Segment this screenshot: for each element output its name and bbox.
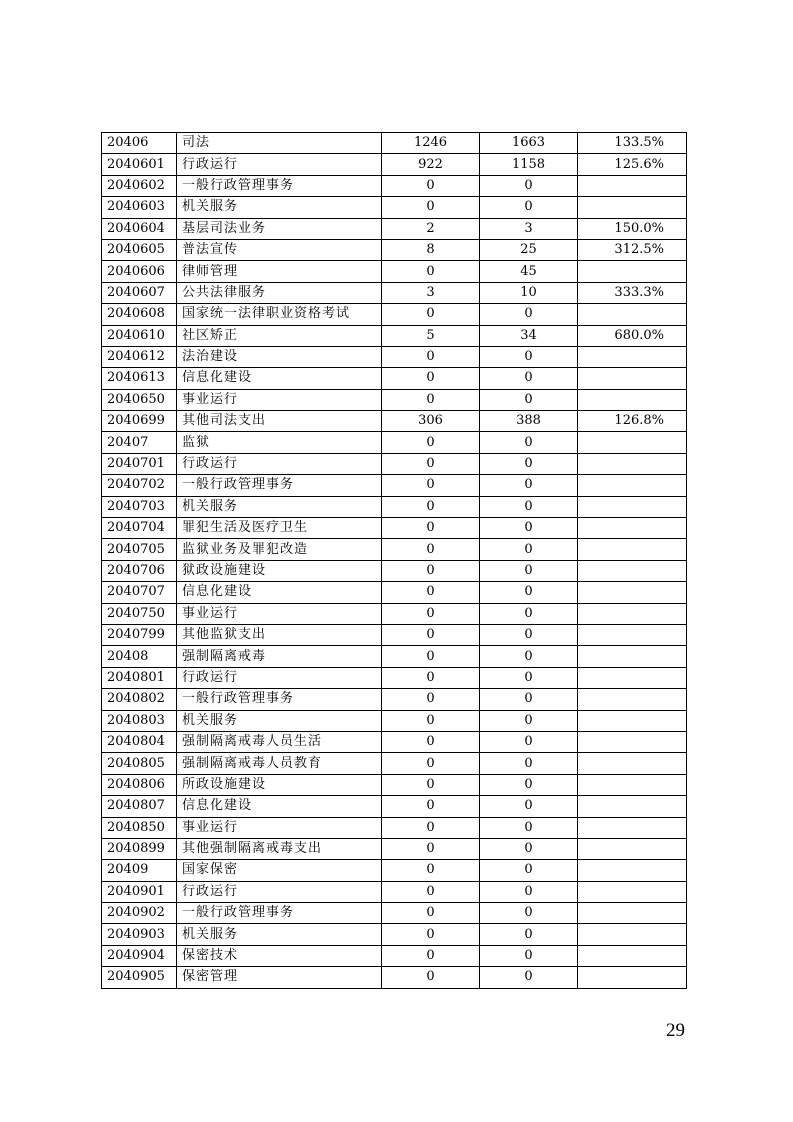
row-value-a: 0 xyxy=(382,945,480,966)
row-value-b: 0 xyxy=(480,518,578,539)
row-code: 2040606 xyxy=(102,261,177,282)
row-code: 2040903 xyxy=(102,924,177,945)
row-name: 监狱业务及罪犯改造 xyxy=(177,539,382,560)
row-value-b: 45 xyxy=(480,261,578,282)
row-code: 2040613 xyxy=(102,368,177,389)
table-row xyxy=(102,860,687,881)
row-code: 20407 xyxy=(102,432,177,453)
row-name: 社区矫正 xyxy=(177,325,382,346)
row-code: 2040701 xyxy=(102,453,177,474)
row-percent xyxy=(578,753,687,774)
row-value-b: 0 xyxy=(480,389,578,410)
row-percent xyxy=(578,346,687,367)
row-value-b: 0 xyxy=(480,774,578,795)
row-value-b: 0 xyxy=(480,710,578,731)
row-name: 信息化建设 xyxy=(177,796,382,817)
row-code: 2040850 xyxy=(102,817,177,838)
row-value-b: 0 xyxy=(480,796,578,817)
row-value-b: 0 xyxy=(480,582,578,603)
row-percent xyxy=(578,432,687,453)
row-value-a: 0 xyxy=(382,796,480,817)
table-row xyxy=(102,389,687,410)
row-value-a: 0 xyxy=(382,881,480,902)
row-percent xyxy=(578,967,687,988)
table-row xyxy=(102,560,687,581)
row-value-b: 0 xyxy=(480,304,578,325)
table-row xyxy=(102,432,687,453)
row-name: 一般行政管理事务 xyxy=(177,175,382,196)
row-name: 国家保密 xyxy=(177,860,382,881)
row-value-a: 0 xyxy=(382,261,480,282)
row-code: 2040702 xyxy=(102,475,177,496)
row-value-b: 0 xyxy=(480,881,578,902)
row-code: 2040799 xyxy=(102,624,177,645)
table-row xyxy=(102,731,687,752)
budget-table xyxy=(101,132,687,989)
table-row xyxy=(102,239,687,260)
row-percent: 150.0% xyxy=(578,218,687,239)
row-code: 2040610 xyxy=(102,325,177,346)
row-name: 强制隔离戒毒 xyxy=(177,646,382,667)
row-name: 所政设施建设 xyxy=(177,774,382,795)
row-code: 2040650 xyxy=(102,389,177,410)
row-percent xyxy=(578,860,687,881)
table-row xyxy=(102,368,687,389)
row-code: 2040802 xyxy=(102,689,177,710)
row-percent xyxy=(578,624,687,645)
row-name: 一般行政管理事务 xyxy=(177,903,382,924)
row-name: 一般行政管理事务 xyxy=(177,475,382,496)
row-name: 罪犯生活及医疗卫生 xyxy=(177,518,382,539)
row-value-b: 0 xyxy=(480,475,578,496)
table-row xyxy=(102,304,687,325)
row-name: 一般行政管理事务 xyxy=(177,689,382,710)
row-value-a: 3 xyxy=(382,282,480,303)
table-row xyxy=(102,881,687,902)
row-code: 2040750 xyxy=(102,603,177,624)
table-row xyxy=(102,175,687,196)
table-row xyxy=(102,817,687,838)
table-row xyxy=(102,475,687,496)
row-percent xyxy=(578,774,687,795)
row-percent xyxy=(578,924,687,945)
row-value-a: 0 xyxy=(382,689,480,710)
row-name: 机关服务 xyxy=(177,924,382,945)
row-name: 机关服务 xyxy=(177,496,382,517)
row-percent: 680.0% xyxy=(578,325,687,346)
table-row xyxy=(102,261,687,282)
row-percent xyxy=(578,368,687,389)
table-row xyxy=(102,539,687,560)
row-value-b: 0 xyxy=(480,624,578,645)
row-percent: 133.5% xyxy=(578,133,687,154)
row-value-a: 0 xyxy=(382,646,480,667)
row-value-b: 0 xyxy=(480,753,578,774)
table-row xyxy=(102,582,687,603)
row-percent xyxy=(578,646,687,667)
row-value-a: 0 xyxy=(382,475,480,496)
row-name: 事业运行 xyxy=(177,603,382,624)
row-name: 机关服务 xyxy=(177,197,382,218)
row-value-b: 388 xyxy=(480,411,578,432)
row-code: 2040703 xyxy=(102,496,177,517)
row-code: 2040902 xyxy=(102,903,177,924)
table-row xyxy=(102,325,687,346)
row-value-a: 0 xyxy=(382,838,480,859)
row-percent xyxy=(578,838,687,859)
table-row xyxy=(102,496,687,517)
row-value-a: 0 xyxy=(382,560,480,581)
row-value-b: 0 xyxy=(480,432,578,453)
row-value-b: 1158 xyxy=(480,154,578,175)
row-name: 事业运行 xyxy=(177,817,382,838)
row-value-b: 3 xyxy=(480,218,578,239)
table-row xyxy=(102,218,687,239)
row-percent xyxy=(578,903,687,924)
row-code: 2040612 xyxy=(102,346,177,367)
row-percent xyxy=(578,667,687,688)
row-name: 行政运行 xyxy=(177,881,382,902)
row-percent xyxy=(578,518,687,539)
row-name: 信息化建设 xyxy=(177,582,382,603)
row-value-a: 0 xyxy=(382,175,480,196)
row-value-b: 0 xyxy=(480,838,578,859)
row-value-a: 0 xyxy=(382,539,480,560)
row-code: 2040607 xyxy=(102,282,177,303)
table-row xyxy=(102,796,687,817)
row-value-a: 0 xyxy=(382,346,480,367)
row-name: 其他强制隔离戒毒支出 xyxy=(177,838,382,859)
row-value-a: 1246 xyxy=(382,133,480,154)
row-percent xyxy=(578,796,687,817)
row-value-b: 0 xyxy=(480,731,578,752)
row-name: 其他监狱支出 xyxy=(177,624,382,645)
row-value-a: 922 xyxy=(382,154,480,175)
row-percent xyxy=(578,475,687,496)
row-name: 强制隔离戒毒人员教育 xyxy=(177,753,382,774)
row-code: 2040604 xyxy=(102,218,177,239)
table-row xyxy=(102,603,687,624)
table-row xyxy=(102,689,687,710)
row-percent: 333.3% xyxy=(578,282,687,303)
row-percent xyxy=(578,496,687,517)
row-name: 司法 xyxy=(177,133,382,154)
row-value-b: 1663 xyxy=(480,133,578,154)
row-percent xyxy=(578,261,687,282)
row-name: 基层司法业务 xyxy=(177,218,382,239)
row-code: 2040807 xyxy=(102,796,177,817)
row-code: 2040603 xyxy=(102,197,177,218)
row-percent xyxy=(578,731,687,752)
row-code: 2040801 xyxy=(102,667,177,688)
table-row xyxy=(102,197,687,218)
row-value-b: 0 xyxy=(480,817,578,838)
row-code: 2040804 xyxy=(102,731,177,752)
row-value-a: 0 xyxy=(382,453,480,474)
row-name: 狱政设施建设 xyxy=(177,560,382,581)
row-percent: 125.6% xyxy=(578,154,687,175)
row-value-b: 0 xyxy=(480,903,578,924)
table-row xyxy=(102,838,687,859)
row-percent xyxy=(578,453,687,474)
row-code: 2040806 xyxy=(102,774,177,795)
row-value-b: 0 xyxy=(480,197,578,218)
row-value-a: 0 xyxy=(382,389,480,410)
row-value-a: 5 xyxy=(382,325,480,346)
row-percent xyxy=(578,560,687,581)
table-row xyxy=(102,453,687,474)
row-name: 公共法律服务 xyxy=(177,282,382,303)
row-value-a: 0 xyxy=(382,817,480,838)
row-code: 2040901 xyxy=(102,881,177,902)
row-value-b: 0 xyxy=(480,560,578,581)
row-code: 2040699 xyxy=(102,411,177,432)
table-row xyxy=(102,967,687,988)
row-code: 2040605 xyxy=(102,239,177,260)
row-code: 2040706 xyxy=(102,560,177,581)
row-percent xyxy=(578,304,687,325)
row-value-b: 0 xyxy=(480,346,578,367)
table-row xyxy=(102,753,687,774)
row-value-a: 0 xyxy=(382,432,480,453)
table-row xyxy=(102,945,687,966)
row-code: 2040707 xyxy=(102,582,177,603)
row-value-b: 0 xyxy=(480,860,578,881)
row-value-a: 0 xyxy=(382,368,480,389)
row-value-b: 0 xyxy=(480,368,578,389)
row-value-b: 0 xyxy=(480,603,578,624)
row-name: 信息化建设 xyxy=(177,368,382,389)
row-value-b: 0 xyxy=(480,924,578,945)
row-percent xyxy=(578,603,687,624)
row-percent xyxy=(578,389,687,410)
row-value-a: 0 xyxy=(382,667,480,688)
table-row xyxy=(102,667,687,688)
row-name: 国家统一法律职业资格考试 xyxy=(177,304,382,325)
table-row xyxy=(102,133,687,154)
row-code: 2040704 xyxy=(102,518,177,539)
row-value-a: 0 xyxy=(382,710,480,731)
row-value-a: 0 xyxy=(382,924,480,945)
row-value-a: 306 xyxy=(382,411,480,432)
table-row xyxy=(102,282,687,303)
row-value-b: 0 xyxy=(480,539,578,560)
row-percent xyxy=(578,689,687,710)
row-code: 2040705 xyxy=(102,539,177,560)
row-value-b: 34 xyxy=(480,325,578,346)
row-code: 20406 xyxy=(102,133,177,154)
table-row xyxy=(102,646,687,667)
row-code: 2040899 xyxy=(102,838,177,859)
row-percent xyxy=(578,175,687,196)
row-value-a: 0 xyxy=(382,624,480,645)
row-value-a: 0 xyxy=(382,304,480,325)
row-value-a: 0 xyxy=(382,518,480,539)
row-name: 行政运行 xyxy=(177,667,382,688)
row-name: 行政运行 xyxy=(177,453,382,474)
row-percent xyxy=(578,817,687,838)
row-code: 2040803 xyxy=(102,710,177,731)
table-row xyxy=(102,924,687,945)
row-value-a: 0 xyxy=(382,903,480,924)
row-value-a: 0 xyxy=(382,582,480,603)
row-name: 强制隔离戒毒人员生活 xyxy=(177,731,382,752)
row-name: 保密管理 xyxy=(177,967,382,988)
row-name: 法治建设 xyxy=(177,346,382,367)
row-percent: 126.8% xyxy=(578,411,687,432)
row-percent xyxy=(578,539,687,560)
row-name: 行政运行 xyxy=(177,154,382,175)
row-code: 2040904 xyxy=(102,945,177,966)
row-code: 2040601 xyxy=(102,154,177,175)
page-number: 29 xyxy=(666,1020,685,1041)
table-row xyxy=(102,710,687,731)
row-value-a: 8 xyxy=(382,239,480,260)
row-value-a: 0 xyxy=(382,603,480,624)
table-row xyxy=(102,518,687,539)
table-row xyxy=(102,346,687,367)
row-code: 2040608 xyxy=(102,304,177,325)
row-code: 2040905 xyxy=(102,967,177,988)
row-value-a: 0 xyxy=(382,967,480,988)
row-name: 普法宣传 xyxy=(177,239,382,260)
table-row xyxy=(102,154,687,175)
row-name: 律师管理 xyxy=(177,261,382,282)
row-value-a: 0 xyxy=(382,496,480,517)
row-value-b: 0 xyxy=(480,689,578,710)
table-row xyxy=(102,774,687,795)
row-percent: 312.5% xyxy=(578,239,687,260)
table-row xyxy=(102,903,687,924)
row-value-a: 0 xyxy=(382,197,480,218)
row-value-a: 0 xyxy=(382,774,480,795)
row-percent xyxy=(578,582,687,603)
row-name: 其他司法支出 xyxy=(177,411,382,432)
row-percent xyxy=(578,710,687,731)
row-value-b: 0 xyxy=(480,453,578,474)
row-value-b: 25 xyxy=(480,239,578,260)
table-row xyxy=(102,411,687,432)
row-value-b: 10 xyxy=(480,282,578,303)
row-value-a: 0 xyxy=(382,860,480,881)
row-code: 2040602 xyxy=(102,175,177,196)
row-value-b: 0 xyxy=(480,175,578,196)
row-value-b: 0 xyxy=(480,967,578,988)
row-value-b: 0 xyxy=(480,667,578,688)
row-value-b: 0 xyxy=(480,496,578,517)
row-name: 事业运行 xyxy=(177,389,382,410)
row-value-a: 0 xyxy=(382,753,480,774)
row-name: 机关服务 xyxy=(177,710,382,731)
row-value-a: 0 xyxy=(382,731,480,752)
row-percent xyxy=(578,197,687,218)
table-row xyxy=(102,624,687,645)
row-code: 20408 xyxy=(102,646,177,667)
row-name: 保密技术 xyxy=(177,945,382,966)
row-name: 监狱 xyxy=(177,432,382,453)
row-percent xyxy=(578,881,687,902)
row-value-b: 0 xyxy=(480,646,578,667)
row-percent xyxy=(578,945,687,966)
row-code: 20409 xyxy=(102,860,177,881)
row-value-b: 0 xyxy=(480,945,578,966)
table-body xyxy=(102,133,687,989)
row-code: 2040805 xyxy=(102,753,177,774)
row-value-a: 2 xyxy=(382,218,480,239)
